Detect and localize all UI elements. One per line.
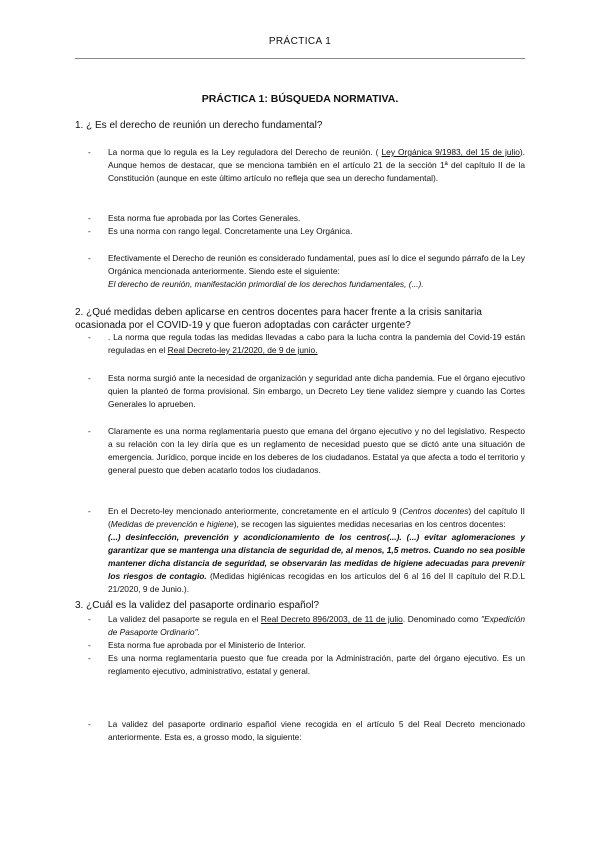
- q2-law-link[interactable]: Real Decreto-ley 21/2020, de 9 de junio.: [167, 345, 318, 355]
- q3-bullet-1-mid: . Denominado como: [402, 614, 482, 624]
- header-divider: [75, 58, 525, 59]
- q1-bullet-3: - Es una norma con rango legal. Concretamente una Ley Orgánica.: [108, 225, 525, 238]
- q2-bullet-4-a: En el Decreto-ley mencionado anteriormente, concretamente en el artículo 9 (: [108, 506, 403, 516]
- q2-bullet-1-pre: . La norma que regula todas las medidas llevadas a cabo para la lucha contra la pandemia del Covid-19 están reguladas en el: [108, 332, 525, 355]
- q2-bullet-4-i2: Medidas de prevención e higiene: [110, 519, 234, 529]
- q2-bullet-3: - Claramente es una norma reglamentaria puesto que emana del órgano ejecutivo y no del legislativo. Respecto a su relación con la ley diría que es un reglamento de necesidad puesto que se dictó ante una situación de emergencia. Jurídico, porque incide en los deberes de los ciudadanos. Estatal ya que afecta a todo el territorio y general puesto que deben acatarlo todos los ciudadanos.: [108, 425, 525, 477]
- page-header: PRÁCTICA 1: [268, 36, 332, 47]
- q2-bullet-2: - Esta norma surgió ante la necesidad de organización y seguridad ante dicha pandemia. Fue el órgano ejecutivo quien la planteó de forma provisional. Sin embargo, un Decreto Ley tiene validez siempre y cuando las Cortes Generales lo aprueben.: [108, 372, 525, 411]
- question-1: 1. ¿ Es el derecho de reunión un derecho fundamental?: [75, 120, 323, 131]
- question-3: 3. ¿Cuál es la validez del pasaporte ordinario español?: [75, 600, 320, 611]
- question-2: 2. ¿Qué medidas deben aplicarse en centros docentes para hacer frente a la crisis sanitaria ocasionada por el COVID-19 y que fueron adoptadas con carácter urgente?: [75, 307, 482, 331]
- q3-bullet-2: - Esta norma fue aprobada por el Ministerio de Interior.: [108, 639, 525, 652]
- q3-bullet-4: - La validez del pasaporte ordinario español viene recogida en el artículo 5 del Real Decreto mencionado anteriormente. Esta es, a grosso modo, la siguiente:: [108, 718, 525, 744]
- q1-bullet-2: - Esta norma fue aprobada por las Cortes Generales.: [108, 212, 525, 225]
- q2-bullet-4: [108, 505, 525, 596]
- q1-bullet-4-quote: El derecho de reunión, manifestación primordial de los derechos fundamentales, (...).: [108, 279, 424, 289]
- q3-bullet-1-italic: "Expedición de Pasaporte Ordinario".: [108, 614, 525, 637]
- q1-bullet-4: [108, 252, 525, 291]
- q2-bullet-4-c: ), se recogen las siguientes medidas necesarias en los centros docentes:: [233, 519, 506, 529]
- q1-bullet-4-text: Efectivamente el Derecho de reunión es considerado fundamental, pues así lo dice el segundo párrafo de la Ley Orgánica mencionada anteriormente. Siendo este el siguiente:: [108, 253, 525, 276]
- q3-bullet-3: - Es una norma reglamentaria puesto que fue creada por la Administración, parte del órgano ejecutivo. Es un reglamento ejecutivo, administrativo, estatal y general.: [108, 652, 525, 678]
- q2-bullet-4-tail: (Medidas higiénicas recogidas en los artículos del 6 al 16 del II capítulo del R.D.L 21/2020, 9 de Junio.).: [108, 571, 525, 594]
- document-title: PRÁCTICA 1: BÚSQUEDA NORMATIVA.: [201, 93, 399, 105]
- q2-bullet-4-i1: Centros docentes: [402, 506, 469, 516]
- q2-bullet-1: [108, 331, 525, 357]
- q1-bullet-1: [108, 146, 525, 185]
- q3-bullet-1-pre: La validez del pasaporte se regula en el: [108, 614, 261, 624]
- q1-law-link[interactable]: Ley Orgánica 9/1983, del 15 de julio: [381, 147, 520, 157]
- q1-bullet-1-post: ). Aunque hemos de destacar, que se menciona también en el artículo 21 de la sección 1ª del capítulo II de la Constitución (aunque en este último artículo no refleja que sea un derecho fundamental).: [108, 147, 525, 183]
- q3-bullet-1: [108, 613, 525, 639]
- q1-bullet-1-pre: La norma que lo regula es la Ley reguladora del Derecho de reunión. (: [108, 147, 382, 157]
- q2-bullet-4-b: ) del capítulo II (: [108, 506, 525, 529]
- q2-bullet-4-quote: (...) desinfección, prevención y acondicionamiento de los centros(...). (...) evitar aglomeraciones y garantizar que se mantenga una distancia de seguridad de, al menos, 1,5 metros. Cuando no sea posible mantener dicha distancia de seguridad, se observarán las medidas de higiene adecuadas para prevenir los riesgos de contagio.: [108, 532, 525, 581]
- q3-law-link[interactable]: Real Decreto 896/2003, de 11 de julio: [260, 614, 403, 624]
